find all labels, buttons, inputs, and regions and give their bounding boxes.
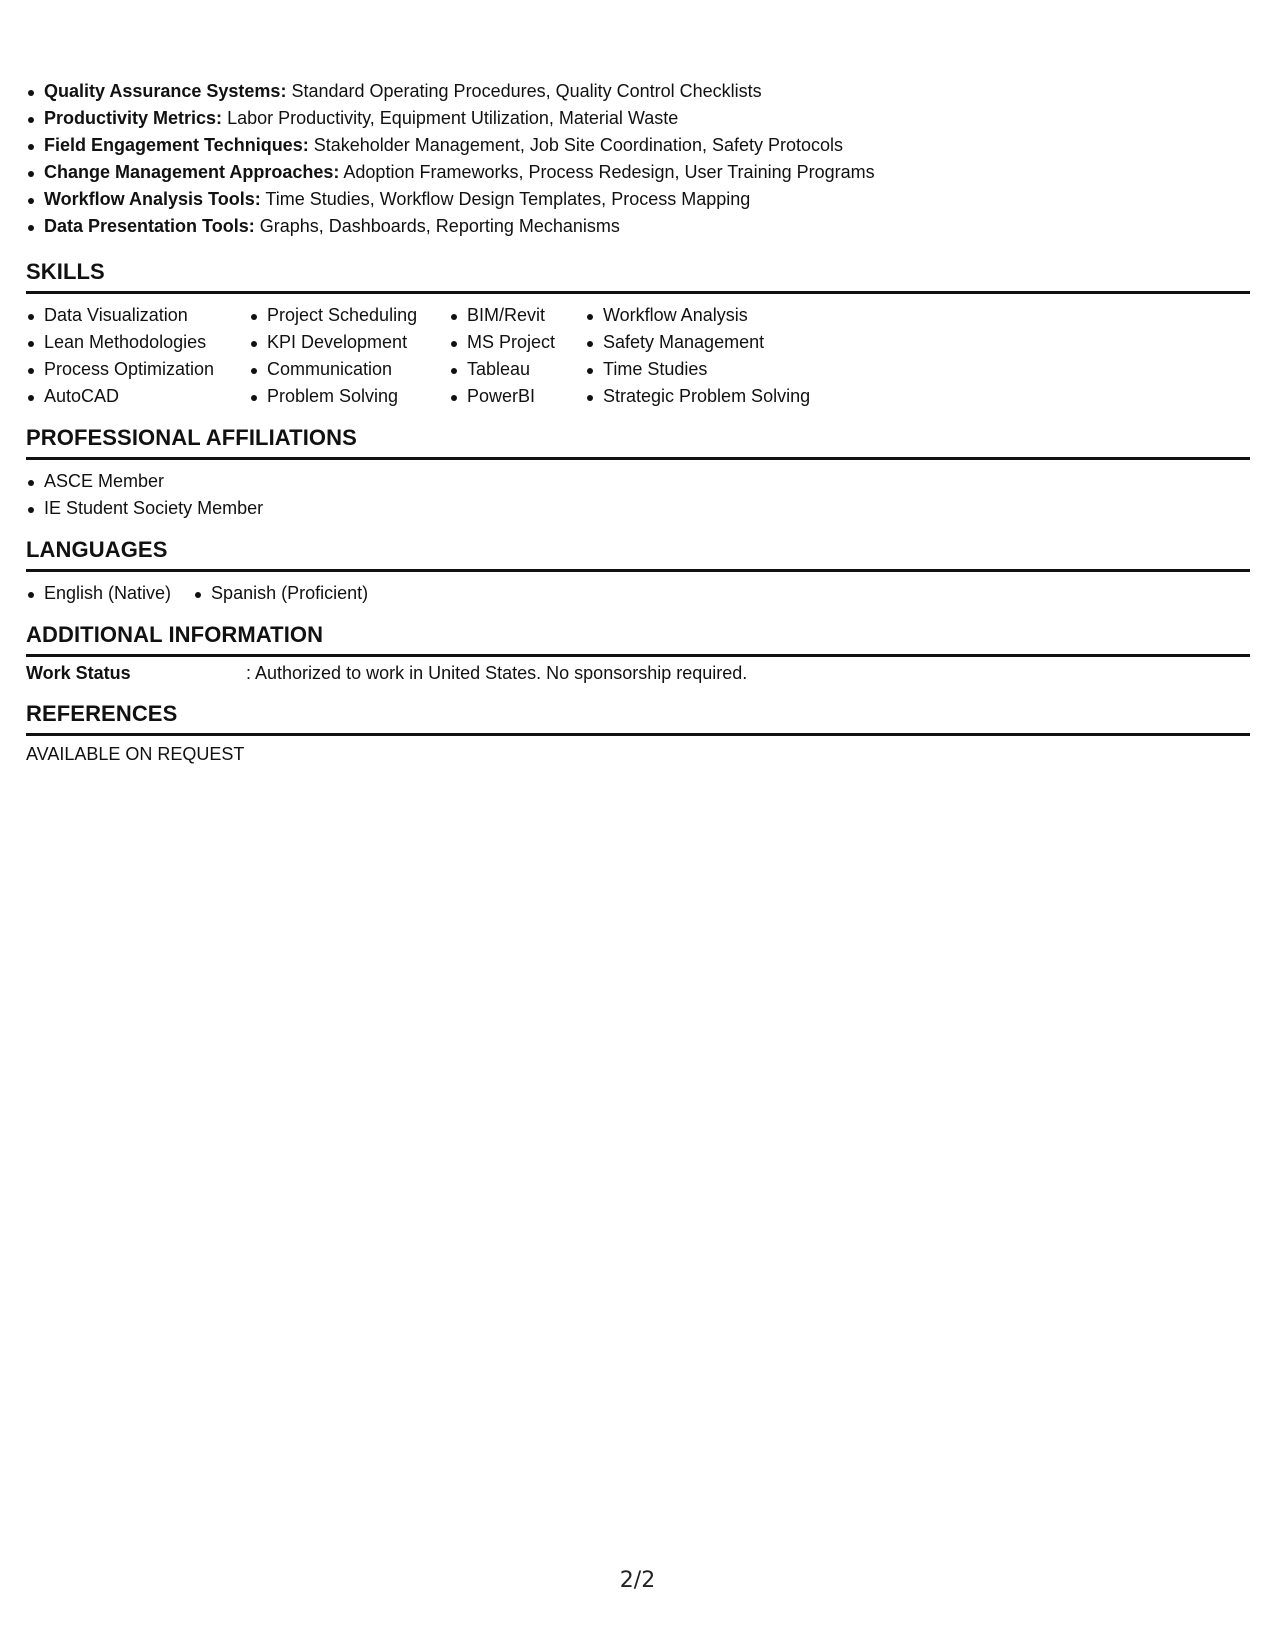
skill-item: Time Studies <box>585 356 885 383</box>
section-title: ADDITIONAL INFORMATION <box>26 622 324 647</box>
section-title: PROFESSIONAL AFFILIATIONS <box>26 425 357 450</box>
list-item <box>26 213 1250 240</box>
affiliations-list <box>26 468 1250 522</box>
skills-column <box>249 302 449 410</box>
resume-page <box>26 78 1250 766</box>
additional-info-section <box>26 622 1250 685</box>
skill-item: Lean Methodologies <box>26 329 249 356</box>
skill-item: Strategic Problem Solving <box>585 383 885 410</box>
skills-column <box>585 302 885 410</box>
work-status-value: : Authorized to work in United States. No sponsorship required. <box>246 663 748 683</box>
skill-item: Tableau <box>449 356 585 383</box>
list-item <box>26 132 1250 159</box>
item-label: Field Engagement Techniques: <box>44 135 309 155</box>
list-item <box>26 78 1250 105</box>
section-title: SKILLS <box>26 259 105 284</box>
skill-item: PowerBI <box>449 383 585 410</box>
languages-section <box>26 537 1250 607</box>
list-item <box>26 186 1250 213</box>
skill-item: BIM/Revit <box>449 302 585 329</box>
item-text: Standard Operating Procedures, Quality Control Checklists <box>291 81 762 101</box>
skill-item: Process Optimization <box>26 356 249 383</box>
list-item: English (Native) <box>26 580 171 607</box>
references-section <box>26 701 1250 766</box>
skills-column <box>26 302 249 410</box>
skill-item: AutoCAD <box>26 383 249 410</box>
skill-item: KPI Development <box>249 329 449 356</box>
list-item <box>26 105 1250 132</box>
item-text: Graphs, Dashboards, Reporting Mechanisms <box>259 216 620 236</box>
list-item: Spanish (Proficient) <box>193 580 368 607</box>
section-divider <box>26 654 1250 657</box>
work-status-row <box>26 661 1250 685</box>
item-label: Data Presentation Tools: <box>44 216 255 236</box>
list-item <box>26 159 1250 186</box>
section-title: REFERENCES <box>26 701 178 726</box>
references-text: AVAILABLE ON REQUEST <box>26 744 245 764</box>
skills-column <box>449 302 585 410</box>
section-divider <box>26 291 1250 294</box>
item-text: Adoption Frameworks, Process Redesign, User Training Programs <box>343 162 875 182</box>
languages-list <box>26 580 1250 607</box>
work-status-label: Work Status <box>26 663 131 683</box>
summary-list <box>26 78 1250 240</box>
item-text: Labor Productivity, Equipment Utilization, Material Waste <box>227 108 679 128</box>
item-label: Change Management Approaches: <box>44 162 340 182</box>
page-number: 2/2 <box>619 1568 656 1593</box>
affiliations-section <box>26 425 1250 522</box>
section-divider <box>26 733 1250 736</box>
skill-item: Communication <box>249 356 449 383</box>
skills-section <box>26 259 1250 410</box>
skill-item: MS Project <box>449 329 585 356</box>
item-label: Productivity Metrics: <box>44 108 223 128</box>
item-text: Time Studies, Workflow Design Templates, Process Mapping <box>265 189 751 209</box>
skills-grid <box>26 302 1250 410</box>
skill-item: Project Scheduling <box>249 302 449 329</box>
skill-item: Workflow Analysis <box>585 302 885 329</box>
item-label: Workflow Analysis Tools: <box>44 189 261 209</box>
section-divider <box>26 569 1250 572</box>
item-label: Quality Assurance Systems: <box>44 81 287 101</box>
section-title: LANGUAGES <box>26 537 168 562</box>
skill-item: Data Visualization <box>26 302 249 329</box>
item-text: Stakeholder Management, Job Site Coordination, Safety Protocols <box>313 135 844 155</box>
section-divider <box>26 457 1250 460</box>
list-item: IE Student Society Member <box>26 495 1250 522</box>
skill-item: Problem Solving <box>249 383 449 410</box>
list-item: ASCE Member <box>26 468 1250 495</box>
skill-item: Safety Management <box>585 329 885 356</box>
